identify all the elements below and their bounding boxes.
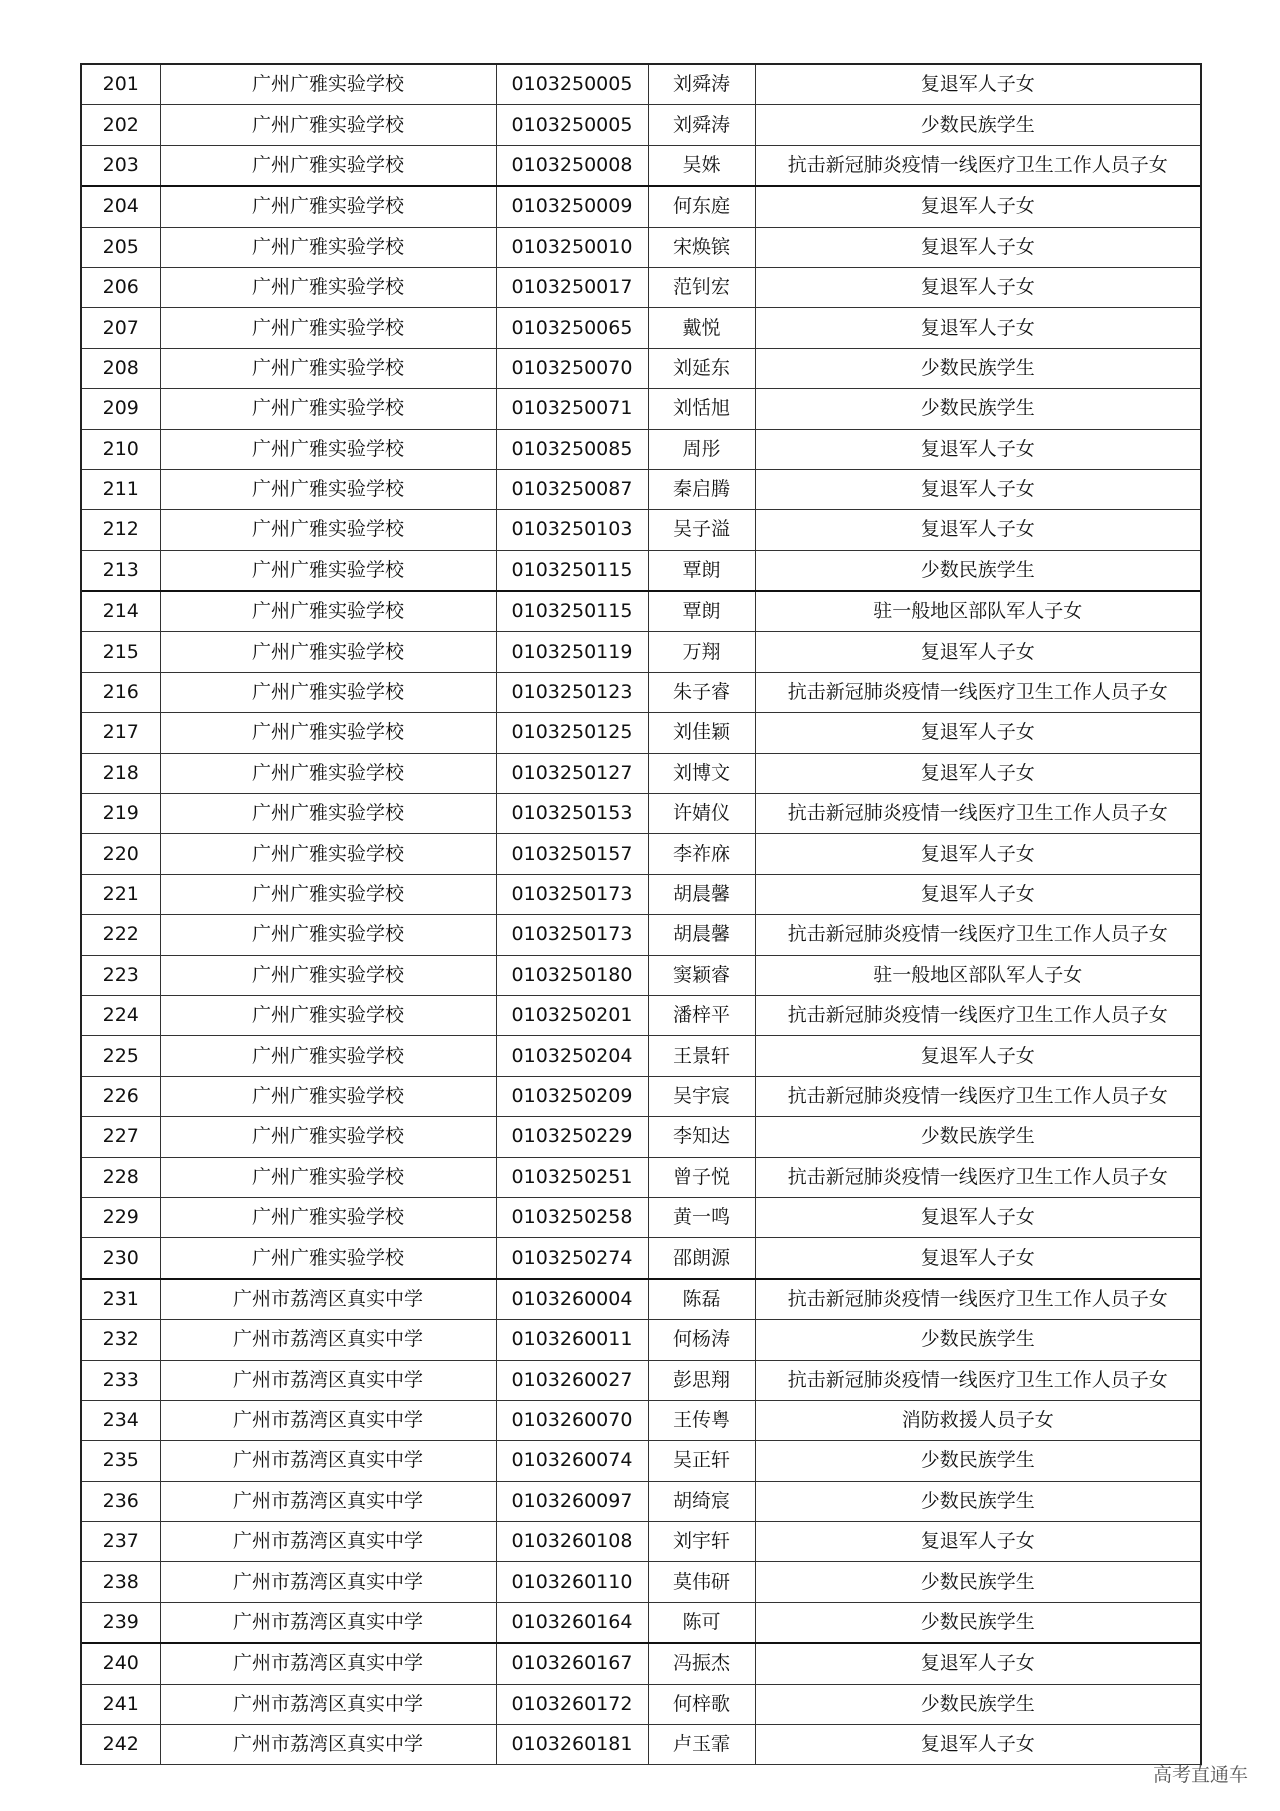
student-name-cell: 刘舜涛 xyxy=(648,105,755,145)
table-row xyxy=(81,227,1201,267)
row-number-cell: 237 xyxy=(81,1522,160,1562)
row-number-cell: 204 xyxy=(81,186,160,227)
student-name-cell: 刘舜涛 xyxy=(648,64,755,105)
category-cell: 少数民族学生 xyxy=(755,1320,1201,1360)
category-cell: 复退军人子女 xyxy=(755,834,1201,874)
table-row xyxy=(81,186,1201,227)
row-number-cell: 219 xyxy=(81,794,160,834)
student-name-cell: 胡绮宸 xyxy=(648,1481,755,1521)
table-row xyxy=(81,64,1201,105)
school-name-cell: 广州广雅实验学校 xyxy=(160,874,496,914)
row-number-cell: 234 xyxy=(81,1400,160,1440)
student-id-cell: 0103250115 xyxy=(496,591,648,632)
table-row xyxy=(81,632,1201,672)
student-name-cell: 胡晨馨 xyxy=(648,915,755,955)
category-cell: 复退军人子女 xyxy=(755,1197,1201,1237)
student-name-cell: 刘博文 xyxy=(648,753,755,793)
school-name-cell: 广州广雅实验学校 xyxy=(160,1076,496,1116)
table-row xyxy=(81,1238,1201,1279)
table-row xyxy=(81,1076,1201,1116)
row-number-cell: 206 xyxy=(81,267,160,307)
student-name-cell: 何杨涛 xyxy=(648,1320,755,1360)
row-number-cell: 225 xyxy=(81,1036,160,1076)
school-name-cell: 广州市荔湾区真实中学 xyxy=(160,1684,496,1724)
student-id-cell: 0103250103 xyxy=(496,510,648,550)
school-name-cell: 广州广雅实验学校 xyxy=(160,713,496,753)
student-name-cell: 吴姝 xyxy=(648,145,755,186)
category-cell: 抗击新冠肺炎疫情一线医疗卫生工作人员子女 xyxy=(755,145,1201,186)
row-number-cell: 203 xyxy=(81,145,160,186)
category-cell: 复退军人子女 xyxy=(755,308,1201,348)
table-row xyxy=(81,550,1201,591)
category-cell: 少数民族学生 xyxy=(755,1602,1201,1643)
table-row xyxy=(81,672,1201,712)
category-cell: 复退军人子女 xyxy=(755,267,1201,307)
school-name-cell: 广州广雅实验学校 xyxy=(160,469,496,509)
table-row xyxy=(81,1643,1201,1684)
student-name-cell: 曾子悦 xyxy=(648,1157,755,1197)
row-number-cell: 205 xyxy=(81,227,160,267)
school-name-cell: 广州广雅实验学校 xyxy=(160,227,496,267)
row-number-cell: 212 xyxy=(81,510,160,550)
category-cell: 少数民族学生 xyxy=(755,105,1201,145)
student-id-cell: 0103250085 xyxy=(496,429,648,469)
category-cell: 抗击新冠肺炎疫情一线医疗卫生工作人员子女 xyxy=(755,672,1201,712)
table-row xyxy=(81,348,1201,388)
school-name-cell: 广州市荔湾区真实中学 xyxy=(160,1643,496,1684)
student-id-cell: 0103260074 xyxy=(496,1441,648,1481)
school-name-cell: 广州广雅实验学校 xyxy=(160,429,496,469)
school-name-cell: 广州市荔湾区真实中学 xyxy=(160,1725,496,1765)
student-id-cell: 0103250201 xyxy=(496,995,648,1035)
student-id-cell: 0103250153 xyxy=(496,794,648,834)
student-name-cell: 何梓歌 xyxy=(648,1684,755,1724)
school-name-cell: 广州广雅实验学校 xyxy=(160,308,496,348)
student-id-cell: 0103250180 xyxy=(496,955,648,995)
student-id-cell: 0103250010 xyxy=(496,227,648,267)
student-id-cell: 0103260181 xyxy=(496,1725,648,1765)
student-id-cell: 0103250173 xyxy=(496,915,648,955)
table-row xyxy=(81,1320,1201,1360)
student-name-cell: 陈可 xyxy=(648,1602,755,1643)
row-number-cell: 208 xyxy=(81,348,160,388)
student-id-cell: 0103250127 xyxy=(496,753,648,793)
table-row xyxy=(81,1279,1201,1320)
row-number-cell: 226 xyxy=(81,1076,160,1116)
category-cell: 少数民族学生 xyxy=(755,1117,1201,1157)
table-row xyxy=(81,794,1201,834)
student-id-cell: 0103250017 xyxy=(496,267,648,307)
school-name-cell: 广州市荔湾区真实中学 xyxy=(160,1279,496,1320)
category-cell: 复退军人子女 xyxy=(755,469,1201,509)
row-number-cell: 211 xyxy=(81,469,160,509)
school-name-cell: 广州广雅实验学校 xyxy=(160,995,496,1035)
school-name-cell: 广州广雅实验学校 xyxy=(160,753,496,793)
student-name-cell: 何东庭 xyxy=(648,186,755,227)
student-name-cell: 李祚庥 xyxy=(648,834,755,874)
table-row xyxy=(81,469,1201,509)
student-name-cell: 宋焕镔 xyxy=(648,227,755,267)
table-row xyxy=(81,105,1201,145)
table-row xyxy=(81,753,1201,793)
student-name-cell: 刘恬旭 xyxy=(648,389,755,429)
category-cell: 消防救援人员子女 xyxy=(755,1400,1201,1440)
table-row xyxy=(81,510,1201,550)
category-cell: 抗击新冠肺炎疫情一线医疗卫生工作人员子女 xyxy=(755,1076,1201,1116)
category-cell: 驻一般地区部队军人子女 xyxy=(755,955,1201,995)
row-number-cell: 238 xyxy=(81,1562,160,1602)
category-cell: 复退军人子女 xyxy=(755,510,1201,550)
student-id-cell: 0103250123 xyxy=(496,672,648,712)
row-number-cell: 217 xyxy=(81,713,160,753)
school-name-cell: 广州广雅实验学校 xyxy=(160,348,496,388)
table-row xyxy=(81,308,1201,348)
school-name-cell: 广州市荔湾区真实中学 xyxy=(160,1320,496,1360)
student-name-cell: 冯振杰 xyxy=(648,1643,755,1684)
student-name-cell: 许婧仪 xyxy=(648,794,755,834)
table-row xyxy=(81,389,1201,429)
student-id-cell: 0103260097 xyxy=(496,1481,648,1521)
student-name-cell: 刘延东 xyxy=(648,348,755,388)
category-cell: 复退军人子女 xyxy=(755,632,1201,672)
table-body xyxy=(81,64,1201,1765)
student-id-cell: 0103250005 xyxy=(496,64,648,105)
table-row xyxy=(81,1602,1201,1643)
school-name-cell: 广州广雅实验学校 xyxy=(160,672,496,712)
category-cell: 复退军人子女 xyxy=(755,1725,1201,1765)
student-name-cell: 潘梓平 xyxy=(648,995,755,1035)
school-name-cell: 广州市荔湾区真实中学 xyxy=(160,1522,496,1562)
table-row xyxy=(81,995,1201,1035)
school-name-cell: 广州广雅实验学校 xyxy=(160,145,496,186)
student-name-cell: 刘佳颖 xyxy=(648,713,755,753)
student-name-cell: 王景轩 xyxy=(648,1036,755,1076)
table-row xyxy=(81,267,1201,307)
row-number-cell: 218 xyxy=(81,753,160,793)
student-id-cell: 0103250071 xyxy=(496,389,648,429)
school-name-cell: 广州广雅实验学校 xyxy=(160,1238,496,1279)
school-name-cell: 广州市荔湾区真实中学 xyxy=(160,1400,496,1440)
student-name-cell: 卢玉霏 xyxy=(648,1725,755,1765)
student-name-cell: 覃朗 xyxy=(648,550,755,591)
table-row xyxy=(81,1360,1201,1400)
student-name-cell: 吴正轩 xyxy=(648,1441,755,1481)
student-name-cell: 万翔 xyxy=(648,632,755,672)
student-id-cell: 0103250065 xyxy=(496,308,648,348)
school-name-cell: 广州广雅实验学校 xyxy=(160,1197,496,1237)
category-cell: 抗击新冠肺炎疫情一线医疗卫生工作人员子女 xyxy=(755,915,1201,955)
school-name-cell: 广州广雅实验学校 xyxy=(160,550,496,591)
category-cell: 少数民族学生 xyxy=(755,1481,1201,1521)
row-number-cell: 230 xyxy=(81,1238,160,1279)
student-name-cell: 胡晨馨 xyxy=(648,874,755,914)
student-id-cell: 0103250274 xyxy=(496,1238,648,1279)
row-number-cell: 202 xyxy=(81,105,160,145)
row-number-cell: 236 xyxy=(81,1481,160,1521)
student-name-cell: 覃朗 xyxy=(648,591,755,632)
category-cell: 少数民族学生 xyxy=(755,1441,1201,1481)
school-name-cell: 广州广雅实验学校 xyxy=(160,510,496,550)
student-name-cell: 周彤 xyxy=(648,429,755,469)
category-cell: 复退军人子女 xyxy=(755,64,1201,105)
school-name-cell: 广州市荔湾区真实中学 xyxy=(160,1481,496,1521)
school-name-cell: 广州市荔湾区真实中学 xyxy=(160,1602,496,1643)
table-row xyxy=(81,955,1201,995)
student-id-cell: 0103260164 xyxy=(496,1602,648,1643)
student-name-cell: 李知达 xyxy=(648,1117,755,1157)
table-row xyxy=(81,874,1201,914)
category-cell: 抗击新冠肺炎疫情一线医疗卫生工作人员子女 xyxy=(755,1157,1201,1197)
student-id-cell: 0103250009 xyxy=(496,186,648,227)
student-id-cell: 0103260004 xyxy=(496,1279,648,1320)
row-number-cell: 231 xyxy=(81,1279,160,1320)
student-id-cell: 0103260110 xyxy=(496,1562,648,1602)
category-cell: 复退军人子女 xyxy=(755,1238,1201,1279)
row-number-cell: 229 xyxy=(81,1197,160,1237)
row-number-cell: 239 xyxy=(81,1602,160,1643)
school-name-cell: 广州广雅实验学校 xyxy=(160,955,496,995)
student-id-cell: 0103250008 xyxy=(496,145,648,186)
student-id-cell: 0103260070 xyxy=(496,1400,648,1440)
school-name-cell: 广州市荔湾区真实中学 xyxy=(160,1360,496,1400)
school-name-cell: 广州广雅实验学校 xyxy=(160,834,496,874)
student-name-cell: 刘宇轩 xyxy=(648,1522,755,1562)
student-name-cell: 陈磊 xyxy=(648,1279,755,1320)
row-number-cell: 213 xyxy=(81,550,160,591)
table-row xyxy=(81,429,1201,469)
student-id-cell: 0103250209 xyxy=(496,1076,648,1116)
school-name-cell: 广州广雅实验学校 xyxy=(160,794,496,834)
student-id-cell: 0103250157 xyxy=(496,834,648,874)
table-row xyxy=(81,1441,1201,1481)
student-id-cell: 0103250070 xyxy=(496,348,648,388)
row-number-cell: 233 xyxy=(81,1360,160,1400)
student-id-cell: 0103250115 xyxy=(496,550,648,591)
table-row xyxy=(81,1562,1201,1602)
category-cell: 抗击新冠肺炎疫情一线医疗卫生工作人员子女 xyxy=(755,1360,1201,1400)
category-cell: 少数民族学生 xyxy=(755,1684,1201,1724)
row-number-cell: 240 xyxy=(81,1643,160,1684)
table-row xyxy=(81,834,1201,874)
student-name-cell: 秦启腾 xyxy=(648,469,755,509)
table-row xyxy=(81,145,1201,186)
student-id-cell: 0103260108 xyxy=(496,1522,648,1562)
row-number-cell: 222 xyxy=(81,915,160,955)
category-cell: 少数民族学生 xyxy=(755,389,1201,429)
school-name-cell: 广州广雅实验学校 xyxy=(160,1117,496,1157)
school-name-cell: 广州广雅实验学校 xyxy=(160,267,496,307)
category-cell: 抗击新冠肺炎疫情一线医疗卫生工作人员子女 xyxy=(755,995,1201,1035)
student-id-cell: 0103250173 xyxy=(496,874,648,914)
row-number-cell: 224 xyxy=(81,995,160,1035)
category-cell: 复退军人子女 xyxy=(755,874,1201,914)
category-cell: 复退军人子女 xyxy=(755,186,1201,227)
category-cell: 复退军人子女 xyxy=(755,429,1201,469)
row-number-cell: 235 xyxy=(81,1441,160,1481)
table-row xyxy=(81,1157,1201,1197)
category-cell: 复退军人子女 xyxy=(755,1522,1201,1562)
row-number-cell: 209 xyxy=(81,389,160,429)
category-cell: 复退军人子女 xyxy=(755,753,1201,793)
student-id-cell: 0103250204 xyxy=(496,1036,648,1076)
row-number-cell: 241 xyxy=(81,1684,160,1724)
student-id-cell: 0103260167 xyxy=(496,1643,648,1684)
row-number-cell: 223 xyxy=(81,955,160,995)
row-number-cell: 242 xyxy=(81,1725,160,1765)
watermark: 高考直通车 xyxy=(1152,1764,1248,1786)
row-number-cell: 210 xyxy=(81,429,160,469)
category-cell: 抗击新冠肺炎疫情一线医疗卫生工作人员子女 xyxy=(755,794,1201,834)
category-cell: 抗击新冠肺炎疫情一线医疗卫生工作人员子女 xyxy=(755,1279,1201,1320)
category-cell: 少数民族学生 xyxy=(755,1562,1201,1602)
row-number-cell: 227 xyxy=(81,1117,160,1157)
student-id-cell: 0103250005 xyxy=(496,105,648,145)
row-number-cell: 214 xyxy=(81,591,160,632)
category-cell: 少数民族学生 xyxy=(755,550,1201,591)
student-name-cell: 王传粤 xyxy=(648,1400,755,1440)
student-name-cell: 窦颖睿 xyxy=(648,955,755,995)
student-id-cell: 0103250258 xyxy=(496,1197,648,1237)
student-name-cell: 吴宇宸 xyxy=(648,1076,755,1116)
table-row xyxy=(81,591,1201,632)
table-row xyxy=(81,1197,1201,1237)
student-name-cell: 戴悦 xyxy=(648,308,755,348)
table-row xyxy=(81,915,1201,955)
student-id-cell: 0103250229 xyxy=(496,1117,648,1157)
row-number-cell: 221 xyxy=(81,874,160,914)
table-row xyxy=(81,1684,1201,1724)
row-number-cell: 215 xyxy=(81,632,160,672)
category-cell: 驻一般地区部队军人子女 xyxy=(755,591,1201,632)
table-row xyxy=(81,1400,1201,1440)
student-name-cell: 朱子睿 xyxy=(648,672,755,712)
student-name-cell: 邵朗源 xyxy=(648,1238,755,1279)
row-number-cell: 201 xyxy=(81,64,160,105)
student-name-cell: 莫伟研 xyxy=(648,1562,755,1602)
school-name-cell: 广州广雅实验学校 xyxy=(160,64,496,105)
row-number-cell: 232 xyxy=(81,1320,160,1360)
category-cell: 复退军人子女 xyxy=(755,227,1201,267)
student-id-cell: 0103250125 xyxy=(496,713,648,753)
row-number-cell: 228 xyxy=(81,1157,160,1197)
school-name-cell: 广州广雅实验学校 xyxy=(160,1157,496,1197)
student-name-cell: 黄一鸣 xyxy=(648,1197,755,1237)
category-cell: 复退军人子女 xyxy=(755,1643,1201,1684)
category-cell: 少数民族学生 xyxy=(755,348,1201,388)
student-name-cell: 范钊宏 xyxy=(648,267,755,307)
roster-table xyxy=(80,63,1202,1765)
school-name-cell: 广州广雅实验学校 xyxy=(160,915,496,955)
table-row xyxy=(81,1522,1201,1562)
row-number-cell: 207 xyxy=(81,308,160,348)
student-id-cell: 0103260027 xyxy=(496,1360,648,1400)
school-name-cell: 广州广雅实验学校 xyxy=(160,591,496,632)
student-id-cell: 0103250251 xyxy=(496,1157,648,1197)
school-name-cell: 广州广雅实验学校 xyxy=(160,389,496,429)
school-name-cell: 广州广雅实验学校 xyxy=(160,1036,496,1076)
student-id-cell: 0103260011 xyxy=(496,1320,648,1360)
student-id-cell: 0103260172 xyxy=(496,1684,648,1724)
student-id-cell: 0103250119 xyxy=(496,632,648,672)
row-number-cell: 220 xyxy=(81,834,160,874)
table-row xyxy=(81,1036,1201,1076)
category-cell: 复退军人子女 xyxy=(755,713,1201,753)
school-name-cell: 广州广雅实验学校 xyxy=(160,632,496,672)
school-name-cell: 广州市荔湾区真实中学 xyxy=(160,1441,496,1481)
category-cell: 复退军人子女 xyxy=(755,1036,1201,1076)
table-row xyxy=(81,1725,1201,1765)
student-name-cell: 彭思翔 xyxy=(648,1360,755,1400)
student-id-cell: 0103250087 xyxy=(496,469,648,509)
school-name-cell: 广州市荔湾区真实中学 xyxy=(160,1562,496,1602)
student-name-cell: 吴子溢 xyxy=(648,510,755,550)
table-row xyxy=(81,713,1201,753)
school-name-cell: 广州广雅实验学校 xyxy=(160,105,496,145)
table-row xyxy=(81,1481,1201,1521)
row-number-cell: 216 xyxy=(81,672,160,712)
table-row xyxy=(81,1117,1201,1157)
school-name-cell: 广州广雅实验学校 xyxy=(160,186,496,227)
